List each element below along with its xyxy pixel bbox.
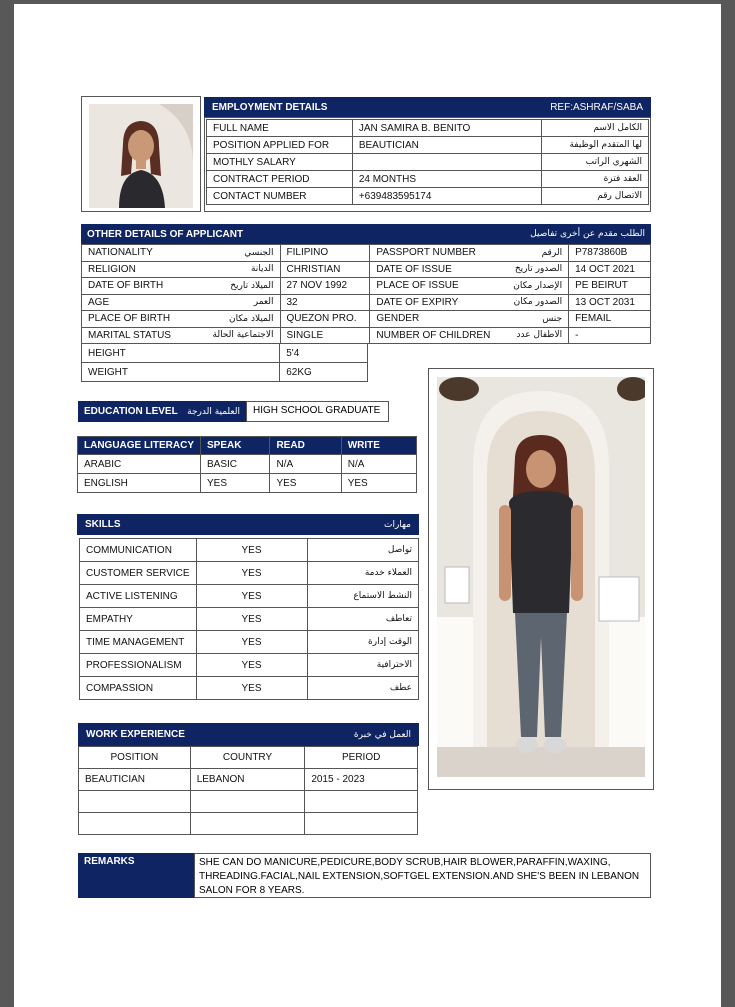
full-photo-frame (428, 368, 654, 790)
other-value: PE BEIRUT (569, 278, 651, 295)
language-row (78, 474, 417, 493)
other-label-ar: الصدور مكان (513, 297, 563, 308)
employment-label: CONTACT NUMBER (207, 188, 353, 205)
other-label-cell (82, 261, 281, 278)
other-label-cell (82, 327, 281, 344)
skill-value: YES (196, 654, 307, 677)
work-table (78, 746, 418, 835)
portrait-frame (81, 96, 201, 212)
employment-row (207, 188, 649, 205)
other-label-ar: الرقم (541, 247, 563, 258)
height-row (82, 344, 368, 363)
remarks-line: SHE CAN DO MANICURE,PEDICURE,BODY SCRUB,HAIR BLOWER,PARAFFIN,WAXING, (199, 857, 611, 868)
other-label-ar: الإصدار مكان (513, 280, 563, 291)
employment-label: CONTRACT PERIOD (207, 171, 353, 188)
skill-name-ar: تعاطف (307, 608, 418, 631)
other-label-cell (370, 261, 569, 278)
employment-value: JAN SAMIRA B. BENITO (352, 120, 541, 137)
other-value: SINGLE (280, 327, 370, 344)
remarks-box (194, 853, 651, 898)
work-header-country: COUNTRY (190, 747, 305, 769)
other-label: NUMBER OF CHILDREN (376, 329, 491, 341)
skills-table (79, 538, 419, 700)
language-cell: ARABIC (78, 455, 201, 474)
skill-row (80, 539, 419, 562)
other-value: CHRISTIAN (280, 261, 370, 278)
other-label-cell (370, 278, 569, 295)
skill-row (80, 677, 419, 700)
work-row (79, 813, 418, 835)
other-label-cell (82, 278, 281, 295)
employment-row (207, 154, 649, 171)
other-details-title-ar: الطلب مقدم عن أخرى تفاصيل (530, 229, 645, 239)
work-header-period: PERIOD (305, 747, 418, 769)
work-cell (305, 813, 418, 835)
skill-value: YES (196, 608, 307, 631)
employment-value (352, 154, 541, 171)
work-title: WORK EXPERIENCE (86, 729, 185, 740)
other-label-cell (82, 245, 281, 262)
skill-name: COMMUNICATION (80, 539, 197, 562)
education-label-ar: العلمية الدرجة (187, 406, 240, 417)
other-label: PLACE OF ISSUE (376, 280, 459, 292)
language-row (78, 455, 417, 474)
language-header-speak: SPEAK (201, 437, 270, 455)
other-label-cell (370, 294, 569, 311)
work-cell (190, 791, 305, 813)
employment-title: EMPLOYMENT DETAILS (212, 101, 328, 113)
employment-label: POSITION APPLIED FOR (207, 137, 353, 154)
skill-name: TIME MANAGEMENT (80, 631, 197, 654)
other-label: DATE OF BIRTH (88, 280, 164, 292)
other-details-row (82, 261, 651, 278)
other-label: DATE OF EXPIRY (376, 296, 459, 308)
skill-value: YES (196, 677, 307, 700)
other-label: GENDER (376, 313, 420, 325)
skills-title: SKILLS (85, 519, 121, 530)
other-value: 32 (280, 294, 370, 311)
remarks-label: REMARKS (78, 853, 194, 898)
other-label: RELIGION (88, 263, 136, 275)
work-cell (79, 791, 191, 813)
work-cell: 2015 - 2023 (305, 769, 418, 791)
other-value: - (569, 327, 651, 344)
work-title-ar: العمل في خبرة (353, 729, 411, 740)
height-label: HEIGHT (82, 344, 280, 363)
skill-value: YES (196, 562, 307, 585)
skill-row (80, 631, 419, 654)
other-label-ar: الصدور تاريخ (514, 264, 563, 275)
other-label-ar: الميلاد مكان (228, 313, 274, 324)
weight-value: 62KG (280, 363, 368, 382)
employment-table (206, 119, 649, 205)
skill-name-ar: النشط الاستماع (307, 585, 418, 608)
other-details-row (82, 327, 651, 344)
employment-value: 24 MONTHS (352, 171, 541, 188)
language-cell: ENGLISH (78, 474, 201, 493)
language-cell: YES (201, 474, 270, 493)
language-cell: BASIC (201, 455, 270, 474)
employment-label-ar: الاتصال رقم (542, 188, 649, 205)
skill-name-ar: عطف (307, 677, 418, 700)
other-label-ar: الاطفال عدد (516, 330, 563, 341)
work-cell (190, 813, 305, 835)
employment-row (207, 171, 649, 188)
skill-value: YES (196, 631, 307, 654)
work-cell: BEAUTICIAN (79, 769, 191, 791)
skill-name: ACTIVE LISTENING (80, 585, 197, 608)
other-label-ar: الاجتماعية الحالة (212, 330, 274, 341)
other-label: AGE (88, 296, 110, 308)
other-details-row (82, 245, 651, 262)
skill-name: PROFESSIONALISM (80, 654, 197, 677)
other-details-table (81, 244, 651, 344)
work-header (78, 723, 419, 746)
skill-name: COMPASSION (80, 677, 197, 700)
skill-name-ar: الاحترافية (307, 654, 418, 677)
employment-ref: REF:ASHRAF/SABA (550, 101, 643, 113)
employment-label-ar: الشهري الراتب (542, 154, 649, 171)
work-cell (79, 813, 191, 835)
work-header-row (79, 747, 418, 769)
skill-name-ar: العملاء خدمة (307, 562, 418, 585)
employment-label-ar: العقد فترة (542, 171, 649, 188)
other-value: 14 OCT 2021 (569, 261, 651, 278)
portrait-photo (89, 104, 193, 208)
skill-name: EMPATHY (80, 608, 197, 631)
other-details-row (82, 294, 651, 311)
full-body-photo (437, 377, 645, 777)
other-label-cell (370, 245, 569, 262)
other-details-title: OTHER DETAILS OF APPLICANT (87, 228, 244, 240)
other-label-ar: الميلاد تاريخ (230, 280, 274, 291)
employment-label-ar: الكامل الاسم (542, 120, 649, 137)
employment-row (207, 137, 649, 154)
skill-row (80, 562, 419, 585)
language-cell: N/A (341, 455, 416, 474)
other-value: QUEZON PRO. (280, 311, 370, 328)
education-value: HIGH SCHOOL GRADUATE (246, 401, 389, 422)
work-cell (305, 791, 418, 813)
education-label: EDUCATION LEVEL (84, 406, 178, 417)
other-label: NATIONALITY (88, 247, 153, 259)
language-cell: N/A (270, 455, 341, 474)
skill-row (80, 585, 419, 608)
employment-label-ar: لها المتقدم الوظيفة (542, 137, 649, 154)
language-header-read: READ (270, 437, 341, 455)
other-details-header (81, 224, 651, 244)
other-value: P7873860B (569, 245, 651, 262)
remarks-line: THREADING.FACIAL,NAIL EXTENSION,SOFTGEL EXTENSION.AND SHE'S BEEN IN LEBANON (199, 871, 640, 882)
height-weight-table (81, 343, 368, 382)
other-details-row (82, 278, 651, 295)
employment-value: BEAUTICIAN (352, 137, 541, 154)
other-details-row (82, 311, 651, 328)
other-label-ar: الجنسي (244, 247, 274, 258)
language-header-literacy: LANGUAGE LITERACY (78, 437, 201, 455)
document-page (14, 4, 721, 1007)
work-row (79, 769, 418, 791)
language-header-row (78, 437, 417, 455)
skill-name-ar: تواصل (307, 539, 418, 562)
height-value: 5'4 (280, 344, 368, 363)
work-row (79, 791, 418, 813)
skill-value: YES (196, 585, 307, 608)
other-label-cell (370, 311, 569, 328)
other-label: DATE OF ISSUE (376, 263, 452, 275)
employment-row (207, 120, 649, 137)
language-header-write: WRITE (341, 437, 416, 455)
skills-header (77, 514, 419, 535)
skills-title-ar: مهارات (383, 519, 411, 530)
other-value: FILIPINO (280, 245, 370, 262)
work-cell: LEBANON (190, 769, 305, 791)
employment-label: MOTHLY SALARY (207, 154, 353, 171)
other-label: MARITAL STATUS (88, 329, 171, 341)
other-label-cell (82, 294, 281, 311)
employment-header (204, 97, 651, 117)
other-label-ar: الديانة (250, 264, 274, 275)
employment-value: +639483595174 (352, 188, 541, 205)
employment-label: FULL NAME (207, 120, 353, 137)
remarks-line: SALON FOR 8 YEARS. (199, 885, 305, 896)
language-cell: YES (270, 474, 341, 493)
other-value: FEMAIL (569, 311, 651, 328)
language-table (77, 436, 417, 493)
other-label-cell (82, 311, 281, 328)
other-value: 13 OCT 2031 (569, 294, 651, 311)
skill-value: YES (196, 539, 307, 562)
language-cell: YES (341, 474, 416, 493)
other-label-ar: جنس (542, 313, 563, 324)
education-header (78, 401, 246, 422)
other-label: PASSPORT NUMBER (376, 247, 476, 259)
skill-row (80, 608, 419, 631)
other-label-cell (370, 327, 569, 344)
work-header-position: POSITION (79, 747, 191, 769)
skill-row (80, 654, 419, 677)
weight-row (82, 363, 368, 382)
other-label-ar: العمر (253, 297, 274, 308)
weight-label: WEIGHT (82, 363, 280, 382)
other-label: PLACE OF BIRTH (88, 313, 171, 325)
other-value: 27 NOV 1992 (280, 278, 370, 295)
skill-name-ar: الوقت إدارة (307, 631, 418, 654)
skill-name: CUSTOMER SERVICE (80, 562, 197, 585)
